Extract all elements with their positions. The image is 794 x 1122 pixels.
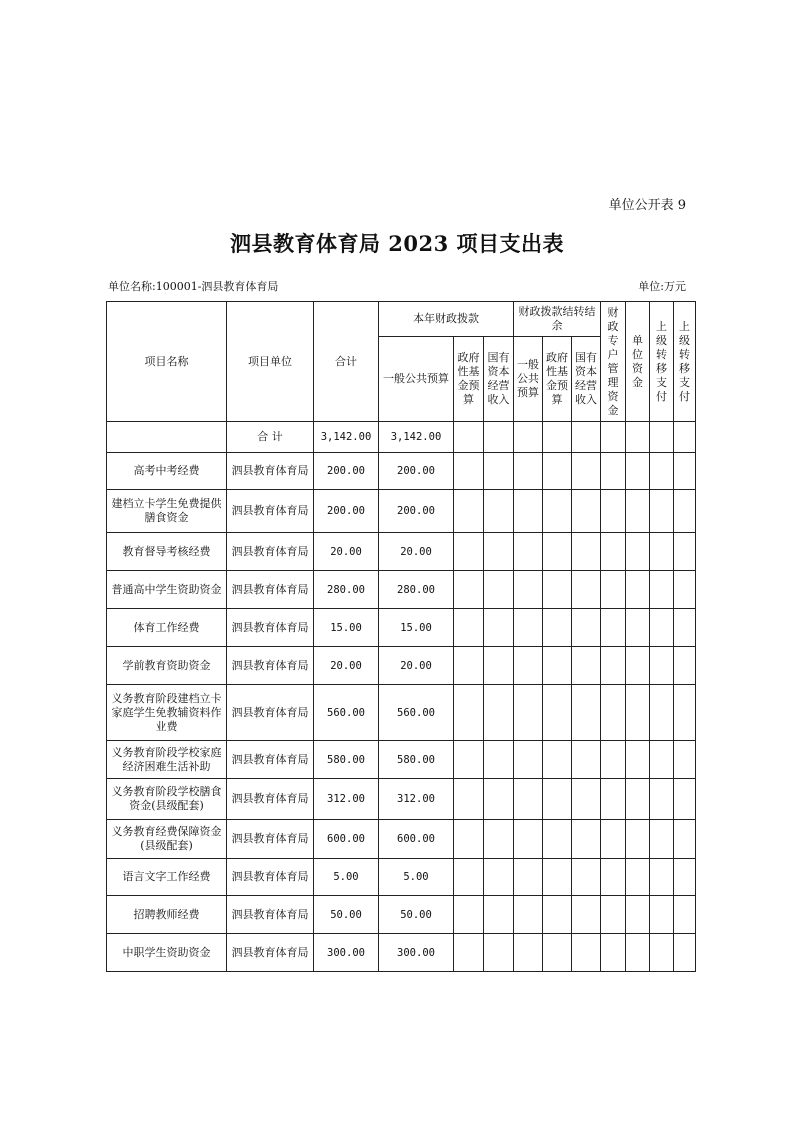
empty-cell: [674, 453, 696, 490]
empty-cell: [650, 934, 674, 972]
empty-cell: [650, 453, 674, 490]
empty-cell: [543, 609, 572, 647]
empty-cell: [650, 490, 674, 533]
project-total-cell: 200.00: [314, 490, 379, 533]
project-name-cell: 学前教育资助资金: [107, 647, 227, 685]
form-number: 单位公开表 9: [608, 198, 686, 213]
empty-cell: [650, 741, 674, 779]
empty-cell: [543, 453, 572, 490]
project-general-cell: 20.00: [379, 533, 454, 571]
project-unit-cell: 泗县教育体育局: [227, 741, 314, 779]
table-row: [107, 453, 696, 490]
empty-cell: [543, 490, 572, 533]
empty-cell: [572, 820, 601, 859]
empty-cell: [572, 609, 601, 647]
empty-cell: [454, 741, 484, 779]
empty-cell: [543, 779, 572, 820]
header-carry-general: 一般公共预算: [514, 337, 543, 422]
empty-cell: [572, 896, 601, 934]
empty-cell: [626, 647, 650, 685]
empty-cell: [674, 820, 696, 859]
empty-cell: [484, 685, 514, 741]
project-name-cell: 义务教育经费保障资金(县级配套): [107, 820, 227, 859]
project-name-cell: 建档立卡学生免费提供膳食资金: [107, 490, 227, 533]
header-upper-transfer-1: 上级转移支付: [650, 302, 674, 422]
empty-cell: [601, 741, 626, 779]
header-total: 合计: [314, 302, 379, 422]
total-label: 合 计: [227, 422, 314, 453]
project-total-cell: 5.00: [314, 859, 379, 896]
table-row: [107, 896, 696, 934]
empty-cell: [543, 571, 572, 609]
empty-cell: [484, 609, 514, 647]
empty-cell: [572, 453, 601, 490]
table-row: [107, 571, 696, 609]
table-row: [107, 741, 696, 779]
project-total-cell: 50.00: [314, 896, 379, 934]
project-total-cell: 280.00: [314, 571, 379, 609]
empty-cell: [650, 820, 674, 859]
project-general-cell: 5.00: [379, 859, 454, 896]
table-row: [107, 609, 696, 647]
table-row: [107, 533, 696, 571]
empty-cell: [650, 609, 674, 647]
empty-cell: [601, 490, 626, 533]
empty-cell: [572, 934, 601, 972]
empty-cell: [572, 779, 601, 820]
empty-cell: [514, 647, 543, 685]
header-gov-fund: 政府性基金预算: [454, 337, 484, 422]
project-total-cell: 300.00: [314, 934, 379, 972]
project-general-cell: 200.00: [379, 490, 454, 533]
empty-cell: [650, 896, 674, 934]
header-special-mgmt: 财政专户管理资金: [601, 302, 626, 422]
empty-cell: [601, 820, 626, 859]
empty-cell: [514, 779, 543, 820]
project-total-cell: 20.00: [314, 533, 379, 571]
project-general-cell: 560.00: [379, 685, 454, 741]
empty-cell: [674, 609, 696, 647]
table-row: [107, 685, 696, 741]
empty-cell: [572, 533, 601, 571]
project-name-cell: 语言文字工作经费: [107, 859, 227, 896]
empty-cell: [454, 779, 484, 820]
header-state-capital: 国有资本经营收入: [484, 337, 514, 422]
empty-cell: [484, 779, 514, 820]
project-general-cell: 300.00: [379, 934, 454, 972]
empty-cell: [626, 490, 650, 533]
empty-cell: [514, 896, 543, 934]
empty-cell: [514, 820, 543, 859]
empty-cell: [674, 647, 696, 685]
empty-cell: [626, 571, 650, 609]
project-unit-cell: 泗县教育体育局: [227, 490, 314, 533]
project-total-cell: 560.00: [314, 685, 379, 741]
header-carry-state-capital: 国有资本经营收入: [572, 337, 601, 422]
empty-cell: [454, 609, 484, 647]
empty-cell: [626, 896, 650, 934]
empty-cell: [484, 820, 514, 859]
empty-cell: [674, 896, 696, 934]
empty-cell: [543, 647, 572, 685]
empty-cell: [572, 741, 601, 779]
empty-cell: [484, 934, 514, 972]
empty-cell: [454, 896, 484, 934]
project-unit-cell: 泗县教育体育局: [227, 609, 314, 647]
empty-cell: [454, 859, 484, 896]
empty-cell: [543, 896, 572, 934]
total-row: [107, 422, 696, 453]
empty-cell: [674, 571, 696, 609]
empty-cell: [543, 859, 572, 896]
table-row: [107, 859, 696, 896]
project-name-cell: 义务教育阶段学校膳食资金(县级配套): [107, 779, 227, 820]
project-unit-cell: 泗县教育体育局: [227, 685, 314, 741]
empty-cell: [484, 647, 514, 685]
empty-cell: [543, 741, 572, 779]
project-unit-cell: 泗县教育体育局: [227, 820, 314, 859]
project-name-cell: 高考中考经费: [107, 453, 227, 490]
empty-cell: [601, 609, 626, 647]
table-row: [107, 779, 696, 820]
empty-cell: [514, 571, 543, 609]
empty-cell: [484, 896, 514, 934]
empty-cell: [484, 741, 514, 779]
empty-cell: [514, 533, 543, 571]
empty-cell: [650, 571, 674, 609]
empty-cell: [572, 859, 601, 896]
project-total-cell: 200.00: [314, 453, 379, 490]
empty-cell: [626, 779, 650, 820]
total-value: 3,142.00: [314, 422, 379, 453]
empty-cell: [674, 779, 696, 820]
header-carry-gov-fund: 政府性基金预算: [543, 337, 572, 422]
project-general-cell: 15.00: [379, 609, 454, 647]
empty-cell: [626, 741, 650, 779]
project-general-cell: 50.00: [379, 896, 454, 934]
project-total-cell: 15.00: [314, 609, 379, 647]
empty-cell: [601, 533, 626, 571]
project-total-cell: 580.00: [314, 741, 379, 779]
empty-cell: [454, 820, 484, 859]
empty-cell: [484, 490, 514, 533]
project-total-cell: 312.00: [314, 779, 379, 820]
empty-cell: [454, 571, 484, 609]
empty-cell: [601, 779, 626, 820]
project-general-cell: 280.00: [379, 571, 454, 609]
header-project-unit: 项目单位: [227, 302, 314, 422]
empty-cell: [601, 685, 626, 741]
empty-cell: [626, 934, 650, 972]
empty-cell: [601, 896, 626, 934]
header-upper-transfer-2: 上级转移支付: [674, 302, 696, 422]
empty-cell: [626, 533, 650, 571]
unit-measure: 单位:万元: [638, 280, 686, 293]
project-unit-cell: 泗县教育体育局: [227, 647, 314, 685]
empty-cell: [601, 453, 626, 490]
project-general-cell: 312.00: [379, 779, 454, 820]
empty-cell: [650, 685, 674, 741]
empty-cell: [650, 859, 674, 896]
empty-cell: [674, 934, 696, 972]
project-unit-cell: 泗县教育体育局: [227, 571, 314, 609]
header-project-name: 项目名称: [107, 302, 227, 422]
empty-cell: [514, 453, 543, 490]
project-name-cell: 义务教育阶段建档立卡家庭学生免教辅资料作业费: [107, 685, 227, 741]
empty-cell: [454, 453, 484, 490]
empty-cell: [674, 490, 696, 533]
empty-cell: [484, 533, 514, 571]
empty-cell: [674, 685, 696, 741]
empty-cell: [514, 609, 543, 647]
empty-cell: [572, 571, 601, 609]
empty-cell: [484, 453, 514, 490]
empty-cell: [626, 685, 650, 741]
header-current-year-group: 本年财政拨款: [379, 302, 514, 337]
empty-cell: [674, 741, 696, 779]
empty-cell: [626, 859, 650, 896]
empty-cell: [543, 820, 572, 859]
header-carryover-group: 财政拨款结转结余: [514, 302, 601, 337]
project-unit-cell: 泗县教育体育局: [227, 533, 314, 571]
project-name-cell: 招聘教师经费: [107, 896, 227, 934]
empty-cell: [514, 934, 543, 972]
empty-cell: [650, 779, 674, 820]
empty-cell: [601, 647, 626, 685]
empty-cell: [674, 533, 696, 571]
table-row: [107, 820, 696, 859]
empty-cell: [626, 609, 650, 647]
empty-cell: [572, 685, 601, 741]
empty-cell: [514, 490, 543, 533]
empty-cell: [484, 859, 514, 896]
project-unit-cell: 泗县教育体育局: [227, 453, 314, 490]
empty-cell: [543, 685, 572, 741]
project-name-cell: 教育督导考核经费: [107, 533, 227, 571]
empty-cell: [543, 533, 572, 571]
empty-cell: [514, 741, 543, 779]
empty-cell: [543, 934, 572, 972]
total-general-value: 3,142.00: [379, 422, 454, 453]
header-general-budget: 一般公共预算: [379, 337, 454, 422]
empty-cell: [650, 647, 674, 685]
table-row: [107, 490, 696, 533]
empty-cell: [572, 647, 601, 685]
project-unit-cell: 泗县教育体育局: [227, 934, 314, 972]
unit-name: 单位名称:100001-泗县教育体育局: [108, 280, 279, 293]
empty-cell: [514, 859, 543, 896]
empty-cell: [572, 490, 601, 533]
project-unit-cell: 泗县教育体育局: [227, 779, 314, 820]
project-name-cell: 体育工作经费: [107, 609, 227, 647]
empty-cell: [601, 859, 626, 896]
project-expenditure-table: [106, 301, 696, 972]
project-total-cell: 20.00: [314, 647, 379, 685]
project-name-cell: 普通高中学生资助资金: [107, 571, 227, 609]
empty-cell: [454, 685, 484, 741]
project-total-cell: 600.00: [314, 820, 379, 859]
project-unit-cell: 泗县教育体育局: [227, 859, 314, 896]
empty-cell: [484, 571, 514, 609]
empty-cell: [674, 859, 696, 896]
project-general-cell: 200.00: [379, 453, 454, 490]
empty-cell: [626, 820, 650, 859]
project-unit-cell: 泗县教育体育局: [227, 896, 314, 934]
project-name-cell: 中职学生资助资金: [107, 934, 227, 972]
empty-cell: [454, 647, 484, 685]
empty-cell: [514, 685, 543, 741]
empty-cell: [626, 453, 650, 490]
project-name-cell: 义务教育阶段学校家庭经济困难生活补助: [107, 741, 227, 779]
table-row: [107, 934, 696, 972]
empty-cell: [601, 934, 626, 972]
empty-cell: [601, 571, 626, 609]
project-general-cell: 20.00: [379, 647, 454, 685]
empty-cell: [454, 533, 484, 571]
project-general-cell: 600.00: [379, 820, 454, 859]
page-title: 泗县教育体育局 2023 项目支出表: [229, 231, 565, 256]
empty-cell: [454, 490, 484, 533]
header-unit-funds: 单位资金: [626, 302, 650, 422]
project-general-cell: 580.00: [379, 741, 454, 779]
table-row: [107, 647, 696, 685]
empty-cell: [454, 934, 484, 972]
empty-cell: [650, 533, 674, 571]
